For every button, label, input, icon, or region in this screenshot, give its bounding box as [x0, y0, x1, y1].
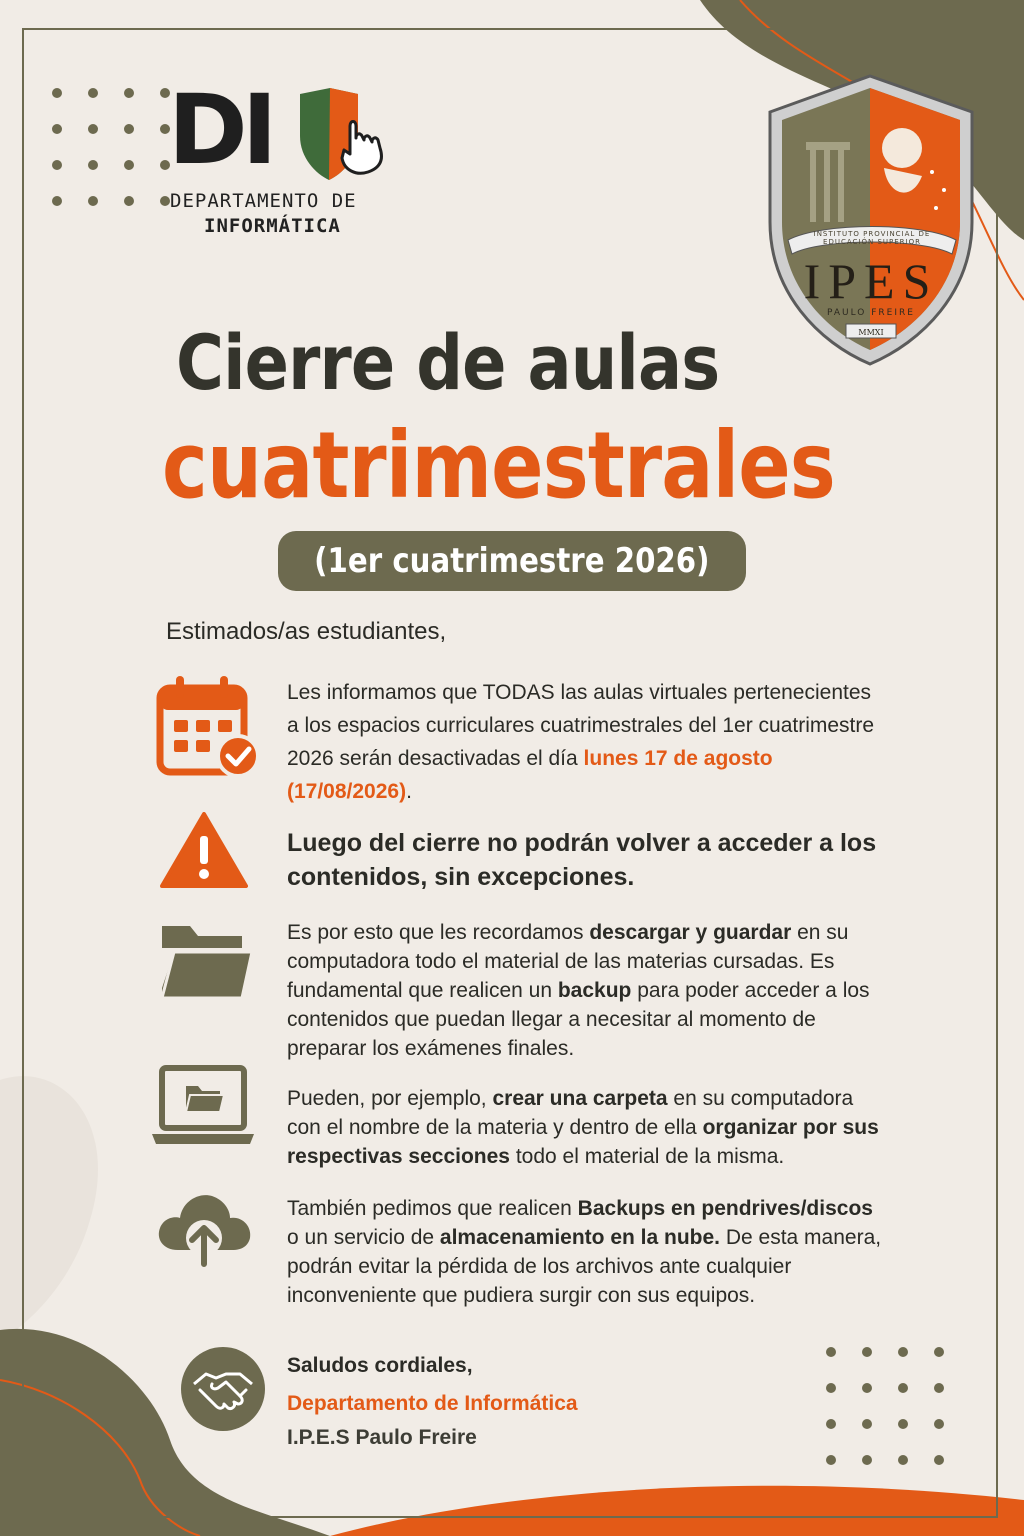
item-4-bold-2: organizar por sus respectivas secciones [287, 1116, 879, 1168]
item-5-bold-2: almacenamiento en la nube. [439, 1226, 721, 1249]
closing-date-highlight: lunes 17 de agosto (17/08/2026) [287, 747, 773, 803]
item-5-bold-1: Backups en pendrives/discos [577, 1197, 873, 1220]
title-line-1: Cierre de aulas [176, 318, 720, 407]
item-3-bold-1: descargar y guardar [589, 921, 792, 944]
laptop-folder-icon [150, 1064, 256, 1148]
dot-pattern-bottom-right [826, 1347, 944, 1465]
title-line-2: cuatrimestrales [162, 412, 835, 519]
item-cloud-backup [287, 1194, 887, 1310]
folder-icon [158, 918, 254, 1002]
warning-text: Luego del cierre no podrán volver a acceder a los contenidos, sin excepciones. [287, 829, 877, 891]
item-3-text-1: Es por esto que les recordamos [287, 921, 590, 944]
seal-subtitle: PAULO FREIRE [827, 308, 915, 318]
warning-icon [160, 812, 248, 888]
logo-letters: DI [168, 74, 272, 186]
item-backup-reminder [287, 918, 887, 1063]
shield-icon [762, 72, 980, 368]
item-5-text-3: De esta manera, podrán evitar la pérdida de los archivos ante cualquier inconveniente que pudiera surgir con sus equipos. [287, 1226, 882, 1307]
item-4-text-1: Pueden, por ejemplo, [287, 1087, 493, 1110]
dot-pattern-top-left [52, 88, 170, 206]
greeting: Estimados/as estudiantes, [166, 618, 447, 645]
item-3-text-3: para poder acceder a los contenidos que puedan llegar a necesitar al momento de preparar los exámenes finales. [287, 979, 870, 1060]
seal-roman: MMXI [858, 328, 884, 337]
ipes-seal [762, 72, 980, 368]
logo-line-1: DEPARTAMENTO DE [170, 190, 357, 212]
item-organize-folder [287, 1084, 887, 1171]
signature-department: Departamento de Informática [287, 1392, 578, 1415]
item-closing-date [287, 676, 887, 808]
logo-line-2: INFORMÁTICA [204, 215, 341, 237]
item-3-bold-2: backup [557, 979, 632, 1002]
item-4-text-2: en su computadora con el nombre de la materia y dentro de ella [287, 1087, 854, 1139]
seal-initials: IPES [803, 253, 939, 309]
pointer-hand-icon [292, 86, 402, 186]
subtitle-pill [278, 531, 746, 591]
subtitle-text: (1er cuatrimestre 2026) [314, 541, 710, 581]
signature-institution: I.P.E.S Paulo Freire [287, 1426, 477, 1449]
handshake-icon [180, 1346, 266, 1432]
item-1-end: . [406, 780, 412, 803]
item-4-bold-1: crear una carpeta [492, 1087, 668, 1110]
item-4-text-3: todo el material de la misma. [509, 1145, 785, 1168]
department-logo [168, 74, 398, 242]
signature-greeting: Saludos cordiales, [287, 1354, 473, 1377]
item-3-text-2: en su computadora todo el material de las materias cursadas. Es fundamental que realicen un [287, 921, 849, 1002]
item-1-text: Les informamos que TODAS las aulas virtuales pertenecientes a los espacios curriculares cuatrimestrales del 1er cuatrimestre 2026 serán desactivadas el día [287, 681, 875, 770]
calendar-check-icon [156, 674, 260, 778]
item-5-text-1: También pedimos que realicen [287, 1197, 578, 1220]
seal-band-text: INSTITUTO PROVINCIAL DE EDUCACIÓN SUPERIOR [813, 230, 931, 246]
cloud-upload-icon [154, 1188, 254, 1268]
item-5-text-2: o un servicio de [287, 1226, 440, 1249]
